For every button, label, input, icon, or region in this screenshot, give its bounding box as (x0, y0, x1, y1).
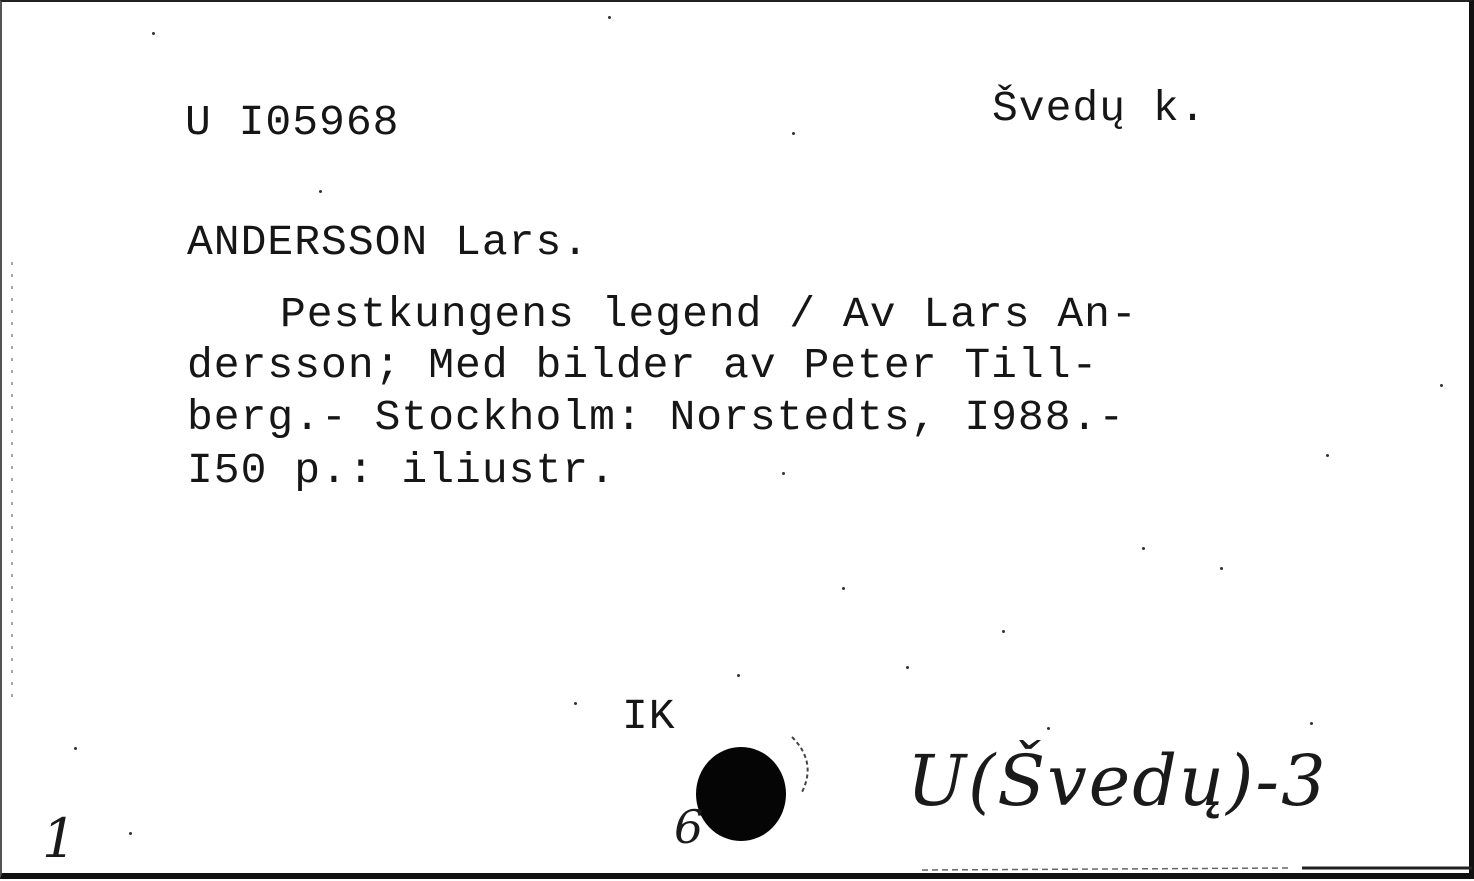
speck (74, 747, 77, 750)
speck (1142, 547, 1145, 550)
speck (792, 132, 795, 135)
speck (1326, 454, 1329, 457)
speck (737, 674, 740, 677)
speck (1440, 384, 1443, 387)
handwritten-corner-number: 1 (42, 807, 77, 870)
speck (1310, 722, 1313, 725)
speck (842, 587, 845, 590)
scan-artifacts (2, 2, 1474, 881)
speck (574, 702, 577, 705)
location-label: Švedų k. (992, 84, 1207, 133)
speck (906, 666, 909, 669)
call-number: U I05968 (185, 98, 400, 147)
speck (608, 16, 611, 19)
speck (1220, 567, 1223, 570)
speck (1002, 630, 1005, 633)
classification-code: IK (622, 692, 676, 741)
speck (782, 472, 785, 475)
description-line: Pestkungens legend / Av Lars An- (280, 290, 1138, 339)
faint-pencil-arc (792, 737, 808, 792)
handwritten-small-number: 6 (674, 800, 704, 854)
description-line: I50 p.: iliustr. (187, 446, 616, 495)
speck (319, 190, 322, 193)
handwritten-shelf-mark: U(Švedų)-3 (907, 740, 1328, 822)
speck (129, 832, 132, 835)
bottom-edge-streak (922, 868, 1292, 870)
description-line: dersson; Med bilder av Peter Till- (187, 341, 1099, 390)
description-line: berg.- Stockholm: Norstedts, I988.- (187, 393, 1126, 442)
author-heading: ANDERSSON Lars. (187, 218, 590, 267)
speck (1047, 727, 1050, 730)
speck (152, 32, 155, 35)
